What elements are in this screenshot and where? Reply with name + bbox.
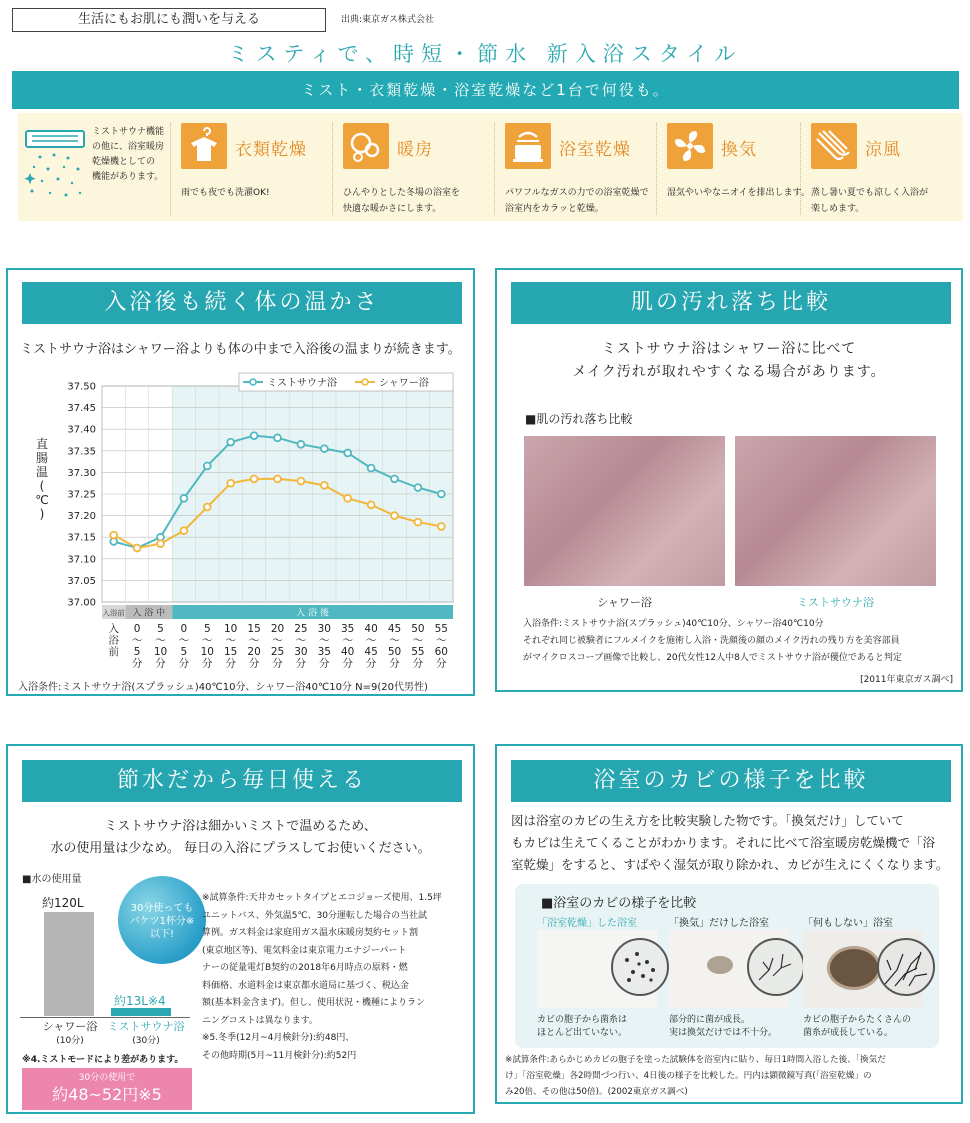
data-point <box>274 434 281 441</box>
legend-swatch-dot <box>362 379 368 385</box>
feature-banner: ミスト・衣類乾燥・浴室乾燥など1台で何役も。 <box>12 71 959 109</box>
x-tick-label: 0 <box>180 623 188 635</box>
x-tick-label: 35 <box>341 623 355 635</box>
mist-water-value: 約13L※4 <box>114 994 166 1008</box>
x-tick-label: 0 <box>133 623 141 635</box>
x-tick-label: 5 <box>133 646 141 658</box>
ventilated-photo-label: 「換気」だけした浴室 <box>669 918 769 929</box>
legend-label: ミストサウナ浴 <box>267 378 337 389</box>
skin-notes: 入浴条件:ミストサウナ浴(スプラッシュ)40℃10分、シャワー浴40℃10分 それぞれ同じ被験者にフルメイクを施術し入浴・洗顔後の顔のメイク汚れの残り方を美容部員 がマイクロスコープ画像で比較し、20代女性12人中8人でミストサウナ浴が優位であると判定 <box>523 619 902 663</box>
y-tick-label: 37.20 <box>67 511 96 523</box>
shirt-icon <box>181 123 227 169</box>
x-tick-label: 15 <box>224 646 238 658</box>
data-point <box>344 450 351 457</box>
water-conditions: ※試算条件:天井カセットタイプとエコジョーズ使用、1.5坪 ユニットバス、外気温5℃、30分運転した場合の当社試 算例。ガス料金は家庭用ガス温水床暖房契約セット割 (東京地区等)、電気料金は東京電力エナジーパート ナーの従量電灯B契約の2018年6月時点の原料・燃 料価格、水道料金は東京都水道局に基づく、税込金 額(基本料金含まず)。但し、使用状況・機種によりラン ニングコストは異なります。 ※5.冬季(12月~4月検針分):約48円、 その他時期(5月~11月検針分):約52円 <box>202 893 442 1061</box>
x-tick-label: 前 <box>108 646 119 658</box>
y-axis-label: ( <box>39 479 45 493</box>
tagline-box <box>12 8 326 32</box>
y-tick-label: 37.15 <box>67 532 96 544</box>
y-tick-label: 37.25 <box>67 489 96 501</box>
cost-box: 30分の使用で 約48~52円※5 <box>22 1068 192 1110</box>
nothing-microscope-circle <box>877 938 935 996</box>
temperature-panel-title: 入浴後も続く体の温かさ <box>22 282 462 324</box>
data-point <box>298 441 305 448</box>
bathtub-icon <box>505 123 551 169</box>
x-tick-label: 40 <box>364 623 378 635</box>
x-tick-label: 50 <box>387 646 402 658</box>
x-tick-label: 25 <box>270 646 285 658</box>
x-tick-label: 分 <box>178 657 190 670</box>
water-intro: ミストサウナ浴は細かいミストで温めるため、 水の使用量は少なめ。 毎日の入浴にプラスしてお使いください。 <box>50 819 431 856</box>
temperature-note: 入浴条件:ミストサウナ浴(スプラッシュ)40℃10分、シャワー浴40℃10分 N=9(20代男性) <box>18 682 428 693</box>
data-point <box>157 540 164 547</box>
data-point <box>415 484 422 491</box>
x-tick-label: 〜 <box>225 634 236 647</box>
water-panel <box>6 744 475 1114</box>
mist-photo-label: ミストサウナ浴 <box>797 596 874 609</box>
x-tick-label: 分 <box>202 657 213 670</box>
x-tick-label: 45 <box>387 623 402 635</box>
x-tick-label: 〜 <box>178 634 190 647</box>
data-point <box>415 519 422 526</box>
mist-bar-label: ミストサウナ浴 (30分) <box>107 1020 185 1046</box>
skin-source: [2011年東京ガス調べ] <box>860 675 953 685</box>
x-tick-label: 10 <box>153 646 168 658</box>
mold-panel <box>495 744 963 1104</box>
x-tick-label: 〜 <box>202 634 213 647</box>
x-tick-label: 5 <box>180 646 188 658</box>
skin-panel <box>495 268 963 692</box>
y-tick-label: 37.00 <box>67 597 96 609</box>
feature-clothes-drying: 衣類乾燥 雨でも夜でも洗濯OK! <box>170 123 330 215</box>
x-tick-label: 〜 <box>155 634 166 647</box>
skin-subtitle: ミストサウナ浴はシャワー浴に比べて メイク汚れが取れやすくなる場合があります。 <box>572 341 886 380</box>
y-tick-label: 37.05 <box>67 575 96 587</box>
shower-water-bar <box>44 912 94 1016</box>
page-headline: ミスティで、時短・節水 新入浴スタイル <box>227 42 743 66</box>
x-tick-label: 分 <box>248 657 260 670</box>
data-point <box>438 491 445 498</box>
x-tick-label: 20 <box>247 646 261 658</box>
y-tick-label: 37.40 <box>67 424 96 436</box>
x-tick-label: 5 <box>203 623 211 635</box>
data-point <box>251 475 258 482</box>
nothing-photo-label: 「何もしない」浴室 <box>803 918 893 929</box>
x-tick-label: 分 <box>412 657 424 670</box>
temperature-chart <box>8 370 473 694</box>
data-point <box>110 532 117 539</box>
data-point <box>227 439 234 446</box>
phase-during-label: 入 浴 中 <box>132 608 166 619</box>
x-tick-label: 45 <box>364 646 378 658</box>
x-tick-label: 55 <box>411 646 425 658</box>
x-tick-label: 〜 <box>365 634 377 647</box>
y-axis-label: ℃ <box>35 493 49 507</box>
x-tick-label: 〜 <box>412 634 424 647</box>
shower-water-value: 約120L <box>42 896 84 910</box>
skin-section-label: ■肌の汚れ落ち比較 <box>525 412 633 426</box>
mold-comparison-box <box>515 884 939 1048</box>
x-tick-label: 〜 <box>342 634 353 647</box>
x-tick-label: 入 <box>108 623 119 635</box>
data-point <box>321 445 328 452</box>
x-tick-label: 40 <box>341 646 355 658</box>
x-tick-label: 分 <box>319 657 330 670</box>
mold-notes: ※試算条件:あらかじめカビの胞子を塗った試験体を浴室内に貼り、毎日1時間入浴した後、「換気だ け」「浴室乾燥」各2時間づつ行い、4日後の様子を比較した。円内は顕微鏡写真(「浴室乾燥」の み20倍、その他は50倍)。(2002東京ガス調べ) <box>505 1055 886 1097</box>
x-tick-label: 50 <box>411 623 425 635</box>
mist-skin-photo <box>735 436 936 586</box>
x-tick-label: 分 <box>155 657 166 670</box>
x-tick-label: 分 <box>295 657 307 670</box>
x-tick-label: 分 <box>389 657 400 670</box>
water-panel-title: 節水だから毎日使える <box>22 760 462 802</box>
x-tick-label: 20 <box>270 623 285 635</box>
shower-bar-label: シャワー浴 (10分) <box>42 1020 98 1046</box>
x-tick-label: 分 <box>131 657 143 670</box>
y-axis-label: 温 <box>35 465 49 479</box>
x-tick-label: 10 <box>200 646 214 658</box>
data-point <box>368 465 375 472</box>
x-tick-label: 分 <box>436 657 447 670</box>
y-axis-label: 腸 <box>35 451 49 465</box>
feature-bathroom-drying: 浴室乾燥 パワフルなガスの力での浴室乾燥で 浴室内をカラッと乾燥。 <box>494 123 654 215</box>
tagline: 生活にもお肌にも潤いを与える <box>77 12 260 27</box>
x-tick-label: 〜 <box>389 634 400 647</box>
y-tick-label: 37.10 <box>67 554 96 566</box>
mist-water-bar <box>111 1008 171 1016</box>
bucket-bubble: 30分使っても バケツ1杯分※ 以下! <box>118 876 206 964</box>
fan-icon <box>667 123 713 169</box>
x-tick-label: 浴 <box>108 634 119 647</box>
mist-description: ミストサウナ機能 の他に、浴室暖房 乾燥機としての 機能があります。 <box>92 127 165 182</box>
x-tick-label: 〜 <box>436 634 447 647</box>
ventilated-caption: 部分的に菌が成長。 実は換気だけでは不十分。 <box>669 1015 778 1038</box>
water-section-label: ■水の使用量 <box>22 874 82 885</box>
y-tick-label: 37.45 <box>67 403 96 415</box>
mist-feature <box>18 113 168 221</box>
data-point <box>391 512 398 519</box>
data-point <box>274 475 281 482</box>
phase-before-label: 入浴前 <box>102 608 125 618</box>
x-tick-label: 〜 <box>131 634 143 647</box>
y-axis-label: 直 <box>35 437 49 451</box>
data-point <box>181 495 188 502</box>
footnote-4: ※4.ミストモードにより差があります。 <box>22 1055 184 1065</box>
data-point <box>344 495 351 502</box>
dried-caption: カビの胞子から菌糸は ほとんど出ていない。 <box>537 1015 628 1038</box>
features-strip <box>18 113 963 221</box>
x-tick-label: 〜 <box>248 634 260 647</box>
data-point <box>204 504 211 511</box>
x-tick-label: 10 <box>224 623 238 635</box>
mold-panel-title: 浴室のカビの様子を比較 <box>511 760 951 802</box>
nothing-caption: カビの胞子からたくさんの 菌糸が成長している。 <box>803 1015 912 1038</box>
x-tick-label: 60 <box>434 646 448 658</box>
data-point <box>227 480 234 487</box>
x-tick-label: 15 <box>247 623 261 635</box>
x-tick-label: 〜 <box>295 634 307 647</box>
mold-intro: 図は浴室のカビの生え方を比較実験した物です。「換気だけ」していて もカビは生えてくることがわかります。それに比べて浴室暖房乾燥機で「浴 室乾燥」をすると、すばやく湿気が取り除かれ、カビが生えにくくなります。 <box>511 813 949 872</box>
feature-heating: 暖房 ひんやりとした冬場の浴室を 快適な暖かさにします。 <box>332 123 492 215</box>
x-tick-label: 分 <box>342 657 353 670</box>
temperature-subtitle: ミストサウナ浴はシャワー浴よりも体の中まで入浴後の温まりが続きます。 <box>20 342 461 357</box>
data-point <box>251 432 258 439</box>
shower-photo-label: シャワー浴 <box>597 596 652 609</box>
legend-swatch-dot <box>250 379 256 385</box>
feature-cool-breeze: 涼風 蒸し暑い夏でも涼しく入浴が 楽しめます。 <box>800 123 960 215</box>
warm-air-icon <box>343 123 389 169</box>
data-point <box>134 545 141 552</box>
x-tick-label: 〜 <box>319 634 330 647</box>
x-tick-label: 分 <box>272 657 283 670</box>
x-tick-label: 5 <box>157 623 164 635</box>
data-point <box>438 523 445 530</box>
phase-after-label: 入 浴 後 <box>296 608 329 619</box>
data-point <box>391 475 398 482</box>
x-tick-label: 25 <box>294 623 308 635</box>
data-point <box>181 527 188 534</box>
y-axis-label: ) <box>39 507 45 521</box>
shower-skin-photo <box>524 436 725 586</box>
x-tick-label: 55 <box>434 623 448 635</box>
mist-sauna-icon <box>20 127 90 207</box>
data-point <box>368 501 375 508</box>
temperature-panel <box>6 268 475 696</box>
source-credit: 出典:東京ガス株式会社 <box>341 15 435 25</box>
x-tick-label: 30 <box>317 623 331 635</box>
y-tick-label: 37.35 <box>67 446 96 458</box>
dried-photo-label: 「浴室乾燥」した浴室 <box>537 918 637 929</box>
bar-baseline <box>20 1017 190 1018</box>
x-tick-label: 分 <box>365 657 377 670</box>
data-point <box>204 463 211 470</box>
x-tick-label: 分 <box>225 657 236 670</box>
x-tick-label: 35 <box>317 646 331 658</box>
cool-wind-icon <box>811 123 857 169</box>
feature-ventilation: 換気 湿気やいやなニオイを排出します。 <box>656 123 806 215</box>
y-tick-label: 37.50 <box>67 381 96 393</box>
x-tick-label: 〜 <box>272 634 283 647</box>
ventilated-microscope-circle <box>747 938 805 996</box>
legend-label: シャワー浴 <box>379 378 429 389</box>
data-point <box>321 482 328 489</box>
dried-microscope-circle <box>611 938 669 996</box>
x-tick-label: 30 <box>294 646 308 658</box>
data-point <box>298 478 305 485</box>
y-tick-label: 37.30 <box>67 467 96 479</box>
skin-panel-title: 肌の汚れ落ち比較 <box>511 282 951 324</box>
mold-section-label: ■浴室のカビの様子を比較 <box>541 896 697 911</box>
